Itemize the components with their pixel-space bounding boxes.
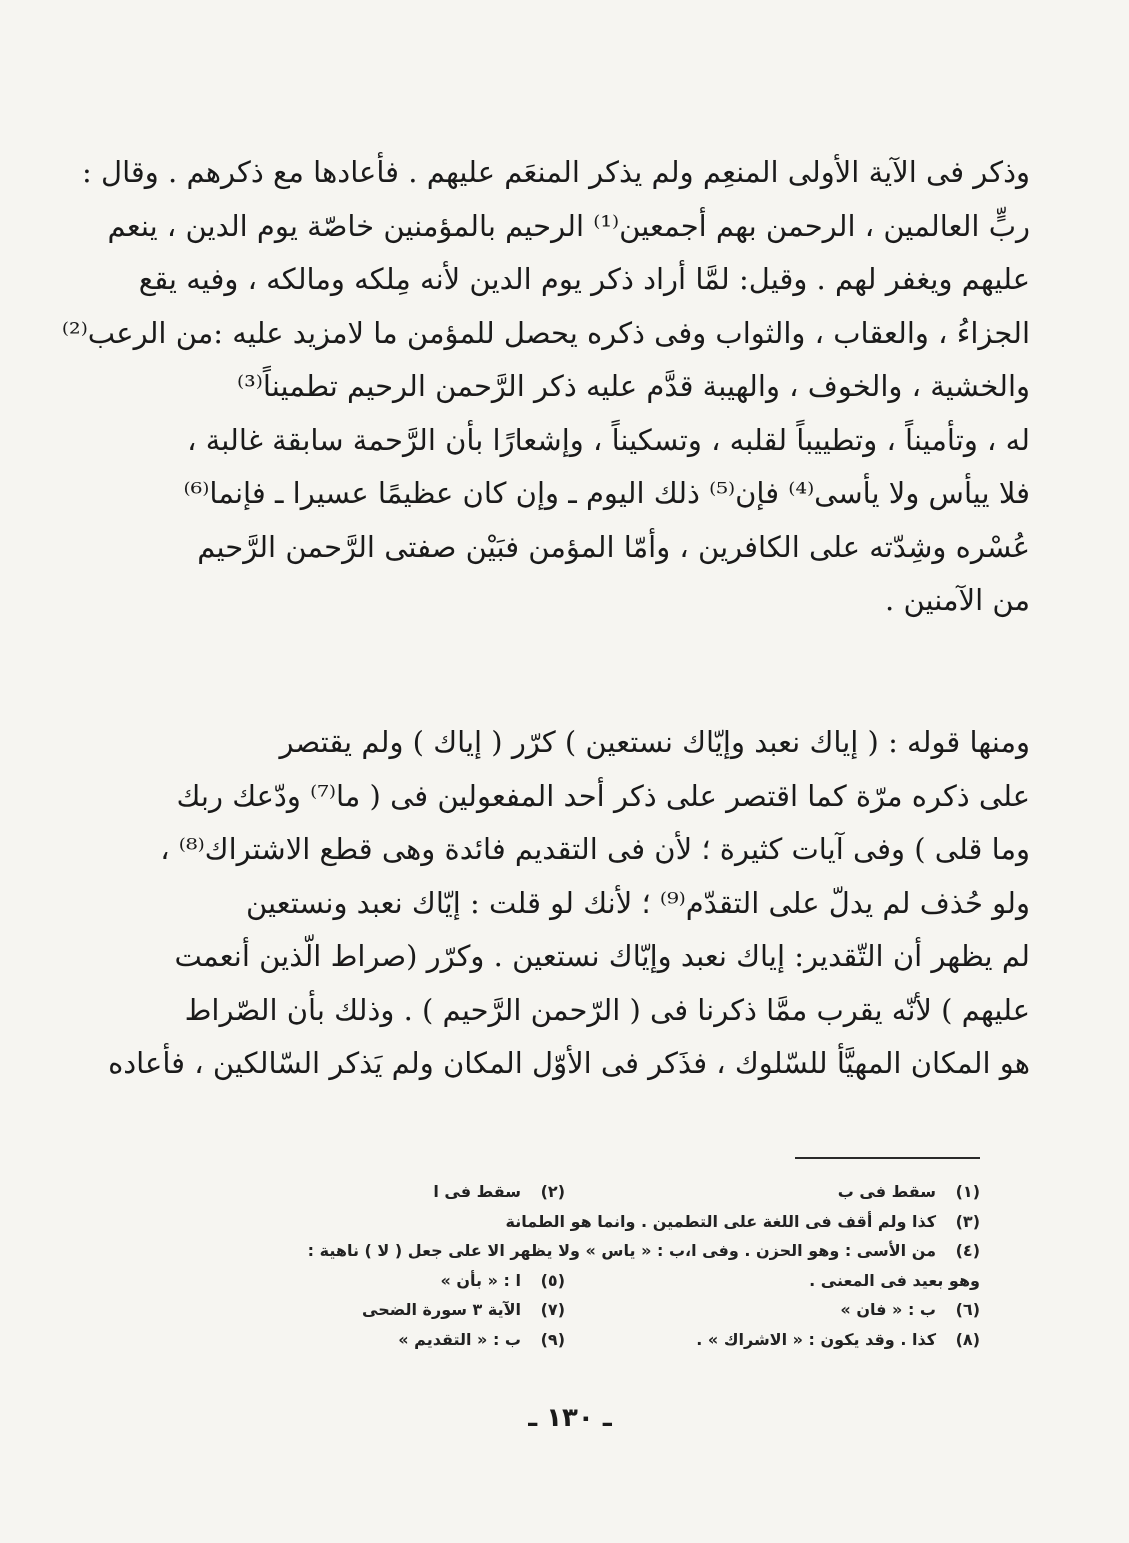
paragraph-1 xyxy=(61,146,1030,628)
footnote-number: (٧) xyxy=(540,1300,565,1319)
footnote-number: (٣) xyxy=(955,1211,980,1231)
footnote-number: (١) xyxy=(955,1182,980,1201)
text-line: وذكر فى الآية الأولى المنعِم ولم يذكر المنعَم عليهم . فأعادها مع ذكرهم . وقال : xyxy=(82,155,1030,189)
footnote-number: (٩) xyxy=(540,1329,565,1349)
footnote-text: ب : « فان » xyxy=(840,1300,936,1319)
text-line: هو المكان المهيَّأ للسّلوك ، فذَكر فى الأوّل المكان ولم يَذكر السّالكين ، فأعاده xyxy=(108,1046,1030,1080)
footnote-divider xyxy=(795,1157,980,1159)
text-line: ولو حُذف لم يدلّ على التقدّم⁽⁹⁾ ؛ لأنك لو قلت : إيّاك نعبد ونستعين xyxy=(245,885,1030,920)
footnote xyxy=(150,1177,565,1207)
footnote-text: كذا . وقد يكون : « الاشراك » . xyxy=(696,1329,936,1349)
text-line: ومنها قوله : ( إياك نعبد وإيّاك نستعين ) كرّر ( إياك ) ولم يقتصر xyxy=(279,725,1030,759)
text-line: لم يظهر أن التّقدير: إياك نعبد وإيّاك نستعين . وكرّر (صراط الّذين أنعمت xyxy=(174,939,1030,973)
footnote xyxy=(565,1295,980,1325)
footnote-row xyxy=(150,1295,980,1325)
footnote-row xyxy=(150,1177,980,1207)
text-line: عليهم ويغفر لهم . وقيل: لمَّا أراد ذكر يوم الدين لأنه مِلكه ومالكه ، وفيه يقع xyxy=(138,262,1030,296)
footnote-row xyxy=(150,1236,980,1266)
footnote-text: كذا ولم أقف فى اللغة على التطمين . وانما هو الطمانة xyxy=(505,1211,936,1231)
paragraph-2 xyxy=(108,716,1030,1091)
footnote-text: وهو بعيد فى المعنى . xyxy=(809,1270,980,1290)
footnote xyxy=(150,1266,565,1296)
footnote-number: (٨) xyxy=(955,1329,980,1349)
text-line: الجزاءُ ، والعقاب ، والثواب وفى ذكره يحصل للمؤمن ما لامزيد عليه :من الرعب⁽²⁾ xyxy=(61,315,1030,350)
footnote xyxy=(150,1236,980,1266)
footnote xyxy=(565,1325,980,1355)
text-line: من الآمنين . xyxy=(885,583,1030,617)
text-line: له ، وتأميناً ، وتطييباً لقلبه ، وتسكيناً ، وإشعارًا بأن الرَّحمة سابقة غالبة ، xyxy=(187,422,1030,457)
footnote-number: (٥) xyxy=(540,1270,565,1290)
footnote-text: ب : « التقديم » xyxy=(398,1329,521,1349)
footnote-continuation xyxy=(565,1266,980,1296)
text-line: عُسْره وشِدّته على الكافرين ، وأمّا المؤمن فبَيْن صفتى الرَّحمن الرَّحيم xyxy=(197,529,1030,564)
footnote-text: ا : « بأن » xyxy=(440,1270,521,1290)
footnote-text: من الأسى : وهو الحزن . وفى ا،ب : « ياس » ولا يظهر الا على جعل ( لا ) ناهية : xyxy=(307,1241,936,1260)
footnote-text: الآية ٣ سورة الضحى xyxy=(362,1300,521,1319)
footnote-row xyxy=(150,1207,980,1237)
footnote xyxy=(150,1295,565,1325)
footnotes xyxy=(150,1177,980,1354)
footnote xyxy=(565,1177,980,1207)
page-number: ـ ١٣٠ ـ xyxy=(528,1403,612,1433)
text-line: على ذكره مرّة كما اقتصر على ذكر أحد المفعولين فى ( ما⁽⁷⁾ ودّعك ربك xyxy=(176,778,1030,813)
footnote-text: سقط فى ا xyxy=(433,1182,521,1201)
footnote-number: (٤) xyxy=(955,1241,980,1260)
footnote-row xyxy=(150,1325,980,1355)
footnote xyxy=(150,1207,980,1237)
footnote-number: (٦) xyxy=(955,1300,980,1319)
text-line: وما قلى ) وفى آيات كثيرة ؛ لأن فى التقديم فائدة وهى قطع الاشتراك⁽⁸⁾ ، xyxy=(160,832,1030,866)
footnote xyxy=(150,1325,565,1355)
text-line: عليهم ) لأنّه يقرب ممَّا ذكرنا فى ( الرّحمن الرَّحيم ) . وذلك بأن الصّراط xyxy=(184,992,1030,1027)
footnote-row xyxy=(150,1266,980,1296)
text-line: ربٍّ العالمين ، الرحمن بهم أجمعين⁽¹⁾ الرحيم بالمؤمنين خاصّة يوم الدين ، ينعم xyxy=(107,208,1030,243)
footnote-text: سقط فى ب xyxy=(837,1182,936,1201)
footnote-number: (٢) xyxy=(540,1182,565,1201)
text-line: والخشية ، والخوف ، والهيبة قدَّم عليه ذكر الرَّحمن الرحيم تطميناً⁽³⁾ xyxy=(236,369,1030,403)
text-line: فلا ييأس ولا يأسى⁽⁴⁾ فإن⁽⁵⁾ ذلك اليوم ـ وإن كان عظيمًا عسيرا ـ فإنما⁽⁶⁾ xyxy=(183,476,1030,510)
